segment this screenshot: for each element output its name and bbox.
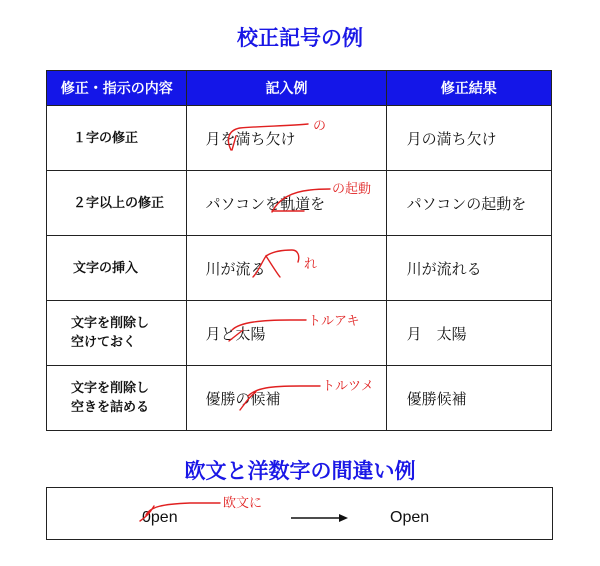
- row-label-line1: 文字を削除し: [71, 381, 150, 396]
- row-result: パソコンの起動を: [406, 194, 527, 213]
- section-title: 欧文と洋数字の間違い例: [184, 459, 416, 483]
- annotation-text: トルアキ: [308, 314, 360, 329]
- header-result: 修正結果: [386, 71, 551, 106]
- header-instruction: 修正・指示の内容: [47, 71, 187, 106]
- annotation-text: 欧文に: [223, 496, 263, 511]
- correct-text: Open: [390, 509, 430, 526]
- latin-example-box: [46, 487, 553, 540]
- row-label: 文字の挿入: [73, 260, 139, 276]
- row-example: 優勝の候補: [205, 389, 281, 408]
- row-example: 川が流る: [205, 259, 266, 278]
- row-result: 月の満ち欠け: [406, 129, 497, 148]
- row-label: ２字以上の修正: [73, 195, 165, 211]
- table-row: [47, 301, 552, 366]
- page-title: 校正記号の例: [237, 26, 363, 50]
- row-label-line2: 空けておく: [71, 335, 137, 350]
- row-example: パソコンを軌道を: [205, 194, 326, 213]
- row-example: 月と太陽: [205, 324, 266, 343]
- row-result: 月 太陽: [406, 324, 467, 343]
- row-example: 月を満ち欠け: [205, 129, 296, 148]
- row-label-line1: 文字を削除し: [71, 316, 150, 331]
- annotation-text: れ: [304, 257, 318, 272]
- table-row: [47, 171, 552, 236]
- table-row: [47, 366, 552, 431]
- header-example: 記入例: [187, 71, 386, 106]
- proofreading-table: [46, 70, 552, 431]
- row-label-line2: 空きを詰める: [71, 400, 150, 415]
- table-row: [47, 236, 552, 301]
- row-label: １字の修正: [73, 130, 139, 146]
- annotation-text: の: [313, 119, 327, 134]
- row-result: 優勝候補: [406, 389, 467, 408]
- annotation-text: トルツメ: [322, 379, 374, 394]
- wrong-text: 0pen: [142, 509, 178, 526]
- row-result: 川が流れる: [406, 259, 482, 278]
- annotation-text: の起動: [332, 182, 372, 197]
- table-row: [47, 106, 552, 171]
